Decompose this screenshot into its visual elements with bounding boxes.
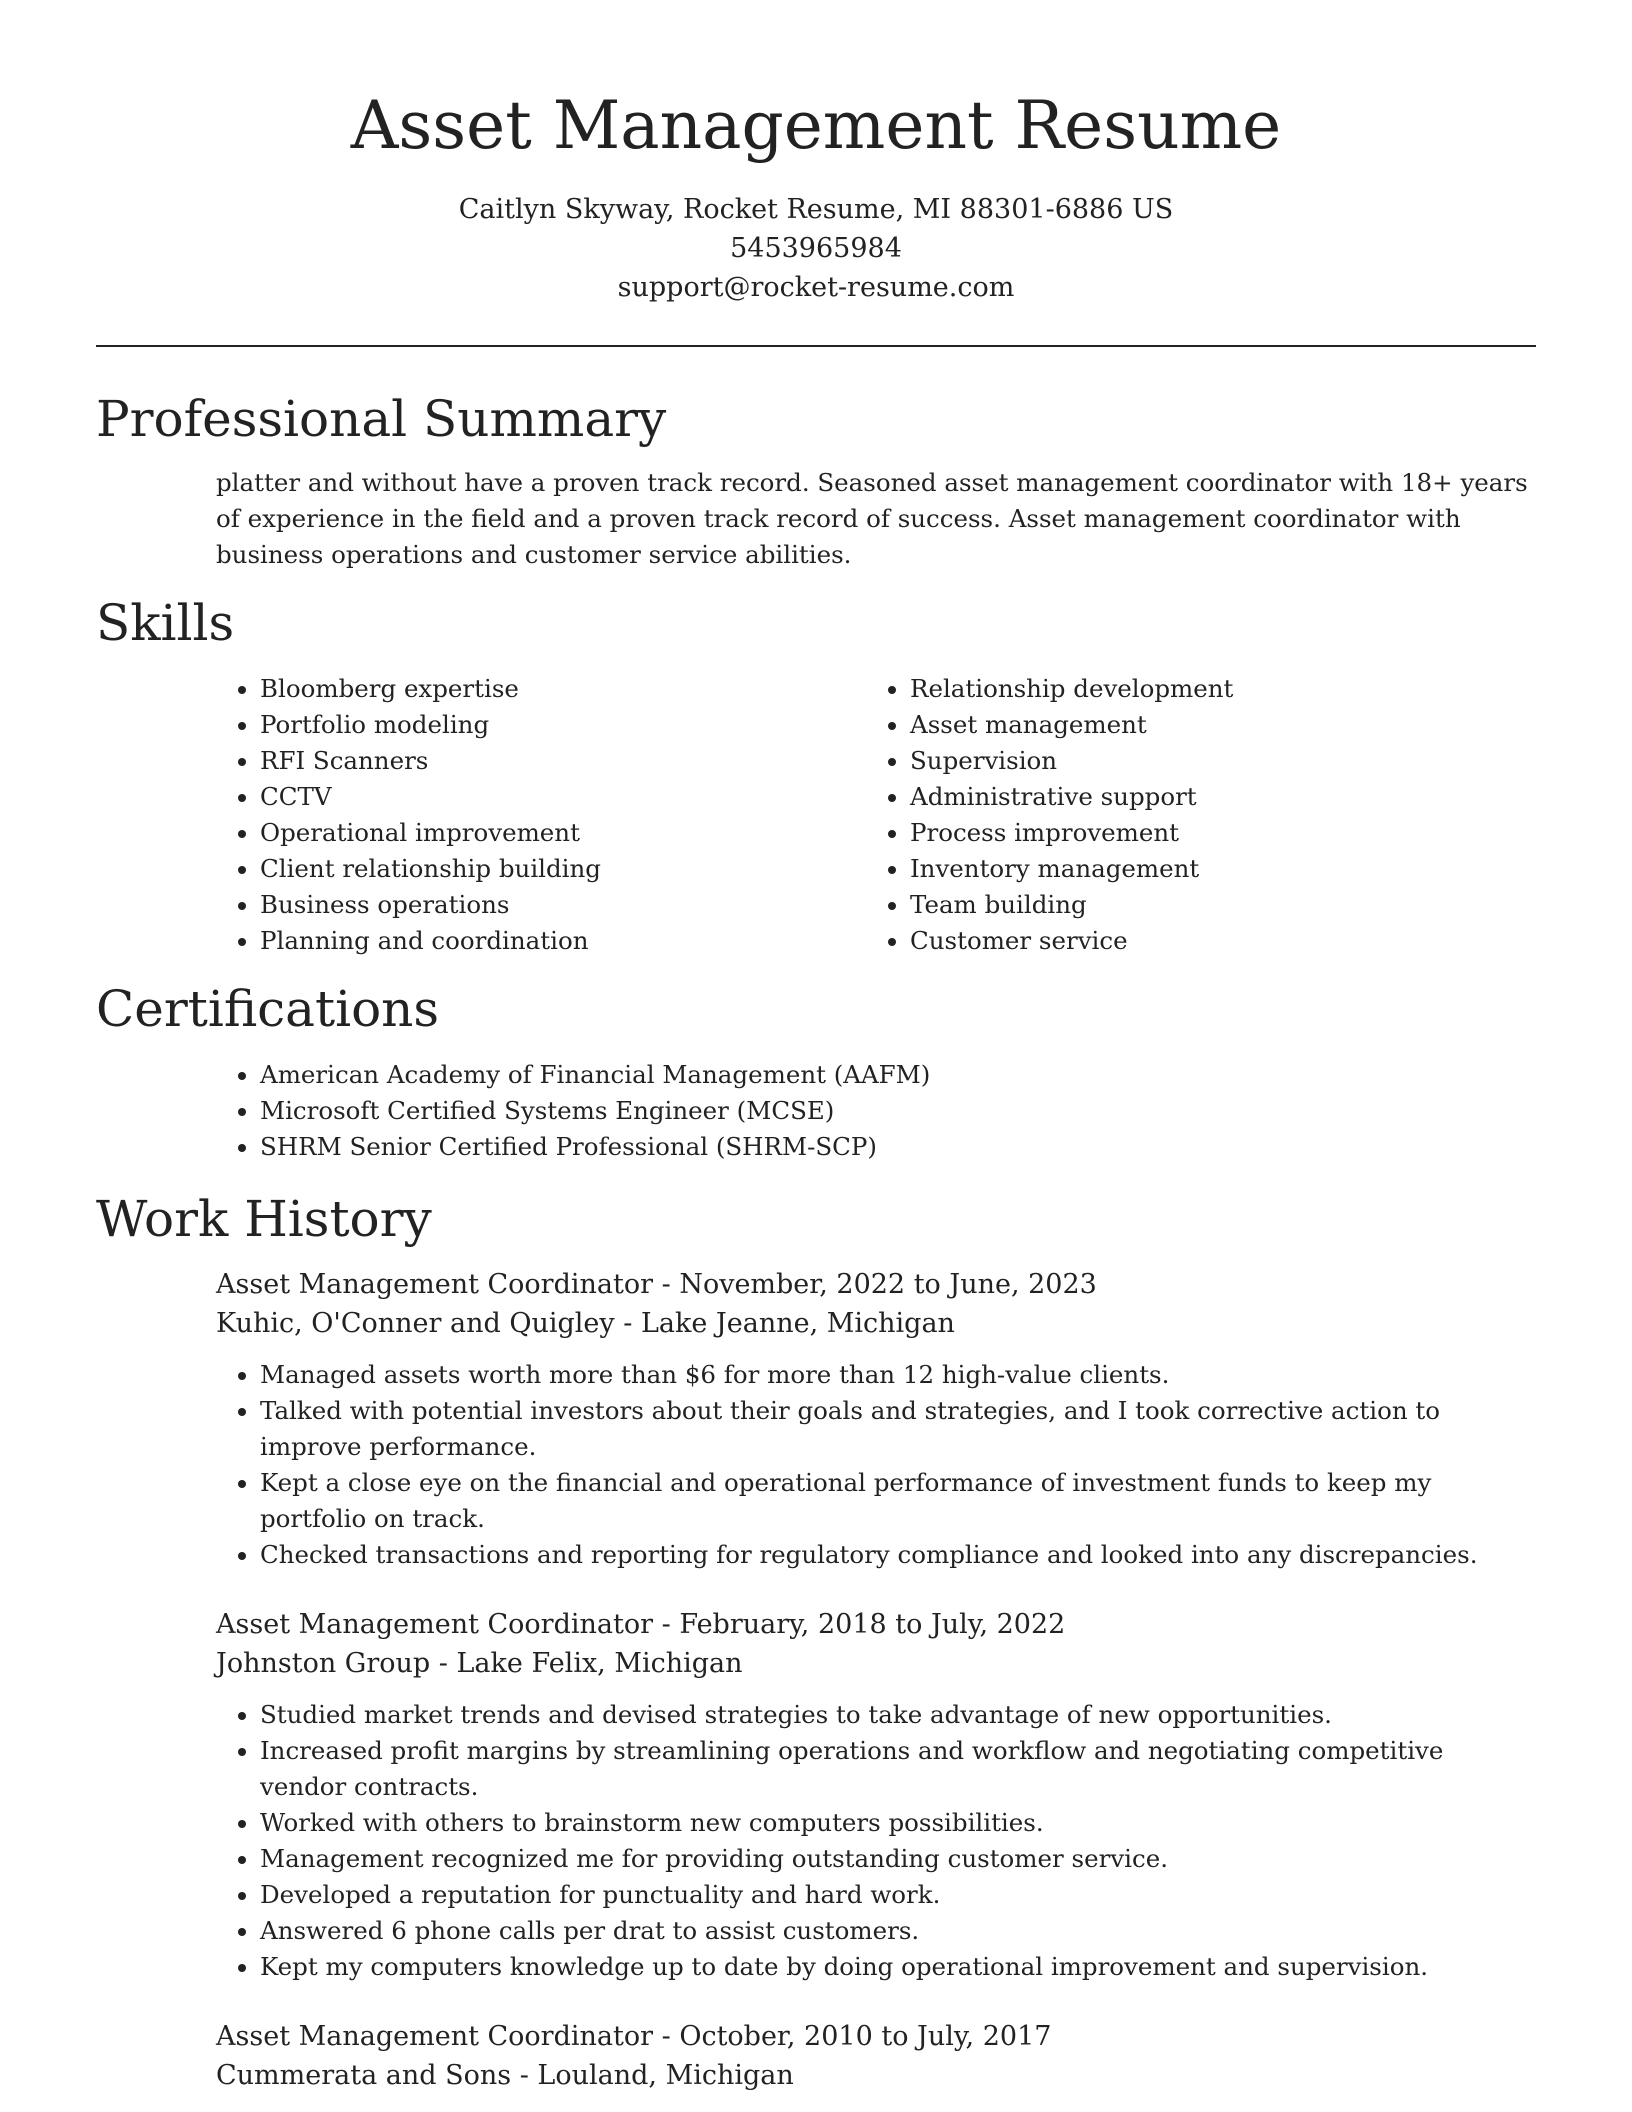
job-company: Johnston Group <box>216 1648 431 1679</box>
certification-item: • American Academy of Financial Management (AAFM) <box>260 1057 1536 1093</box>
contact-phone: 5453965984 <box>730 233 902 264</box>
certifications-list <box>216 1057 1536 1165</box>
certification-item: • SHRM Senior Certified Professional (SHRM-SCP) <box>260 1129 1536 1165</box>
job-entry <box>216 1605 1536 1683</box>
job-bullet: • Talked with potential investors about their goals and strategies, and I took corrective action to improve performance. <box>260 1393 1536 1465</box>
job-location: Louland, Michigan <box>537 2060 794 2091</box>
certifications-heading: Certifications <box>96 980 440 1038</box>
job-entry <box>216 2017 1536 2095</box>
job-title: Asset Management Coordinator <box>216 2021 654 2052</box>
skill-item: • Planning and coordination <box>260 923 866 959</box>
skill-item: • Operational improvement <box>260 815 866 851</box>
job-company-line: Johnston Group - Lake Felix, Michigan <box>216 1648 743 1679</box>
job-title-line: Asset Management Coordinator - November, 2022 to June, 2023 <box>216 1269 1097 1300</box>
job-bullet: • Management recognized me for providing outstanding customer service. <box>260 1841 1536 1877</box>
job-dates: February, 2018 to July, 2022 <box>679 1609 1066 1640</box>
job-bullet: • Studied market trends and devised strategies to take advantage of new opportunities. <box>260 1697 1536 1733</box>
skill-item: • Process improvement <box>910 815 1516 851</box>
skill-item: • Business operations <box>260 887 866 923</box>
summary-text: platter and without have a proven track record. Seasoned asset management coordinator with 18+ years of experience in the field and a proven track record of success. Asset management coordinator with business operations and customer service abilities. <box>216 468 1528 569</box>
skill-item: • Client relationship building <box>260 851 866 887</box>
skills-column-right <box>866 671 1516 959</box>
skill-item: • Portfolio modeling <box>260 707 866 743</box>
job-title-line: Asset Management Coordinator - February, 2018 to July, 2022 <box>216 1609 1066 1640</box>
skill-item: • Asset management <box>910 707 1516 743</box>
job-company-line: Cummerata and Sons - Louland, Michigan <box>216 2060 794 2091</box>
header-divider <box>96 345 1536 347</box>
job-location: Lake Felix, Michigan <box>456 1648 743 1679</box>
job-bullet: • Kept my computers knowledge up to date by doing operational improvement and supervision. <box>260 1949 1536 1985</box>
job-dates: November, 2022 to June, 2023 <box>679 1269 1097 1300</box>
job-company-line: Kuhic, O'Conner and Quigley - Lake Jeanne, Michigan <box>216 1308 955 1339</box>
job-bullet: • Answered 6 phone calls per drat to assist customers. <box>260 1913 1536 1949</box>
contact-block <box>96 190 1536 307</box>
job-company: Kuhic, O'Conner and Quigley <box>216 1308 615 1339</box>
skill-item: • Supervision <box>910 743 1516 779</box>
skills-heading: Skills <box>96 594 235 652</box>
skill-item: • Relationship development <box>910 671 1516 707</box>
skill-item: • Bloomberg expertise <box>260 671 866 707</box>
work-history-heading: Work History <box>96 1190 432 1248</box>
job-bullet: • Increased profit margins by streamlining operations and workflow and negotiating competitive vendor contracts. <box>260 1733 1536 1805</box>
summary-heading: Professional Summary <box>96 390 667 448</box>
job-bullets <box>216 1357 1536 1573</box>
job-bullet: • Kept a close eye on the financial and operational performance of investment funds to keep my portfolio on track. <box>260 1465 1536 1537</box>
job-location: Lake Jeanne, Michigan <box>640 1308 955 1339</box>
job-title-line: Asset Management Coordinator - October, 2010 to July, 2017 <box>216 2021 1052 2052</box>
page-title: Asset Management Resume <box>350 87 1282 164</box>
skills-list <box>216 671 1536 959</box>
certification-item: • Microsoft Certified Systems Engineer (MCSE) <box>260 1093 1536 1129</box>
job-title: Asset Management Coordinator <box>216 1609 654 1640</box>
resume-page <box>96 0 1536 2095</box>
skill-item: • Customer service <box>910 923 1516 959</box>
skills-column-left <box>216 671 866 959</box>
job-entry <box>216 1265 1536 1343</box>
skill-item: • RFI Scanners <box>260 743 866 779</box>
job-bullet: • Worked with others to brainstorm new computers possibilities. <box>260 1805 1536 1841</box>
job-bullets <box>216 1697 1536 1985</box>
skill-item: • Administrative support <box>910 779 1516 815</box>
job-bullet: • Checked transactions and reporting for regulatory compliance and looked into any discrepancies. <box>260 1537 1536 1573</box>
job-dates: October, 2010 to July, 2017 <box>679 2021 1052 2052</box>
job-bullet: • Developed a reputation for punctuality and hard work. <box>260 1877 1536 1913</box>
job-title: Asset Management Coordinator <box>216 1269 654 1300</box>
contact-email: support@rocket-resume.com <box>617 272 1015 303</box>
contact-address: Caitlyn Skyway, Rocket Resume, MI 88301-6886 US <box>458 194 1174 225</box>
skill-item: • Team building <box>910 887 1516 923</box>
skill-item: • CCTV <box>260 779 866 815</box>
job-company: Cummerata and Sons <box>216 2060 512 2091</box>
job-bullet: • Managed assets worth more than $6 for more than 12 high-value clients. <box>260 1357 1536 1393</box>
skill-item: • Inventory management <box>910 851 1516 887</box>
